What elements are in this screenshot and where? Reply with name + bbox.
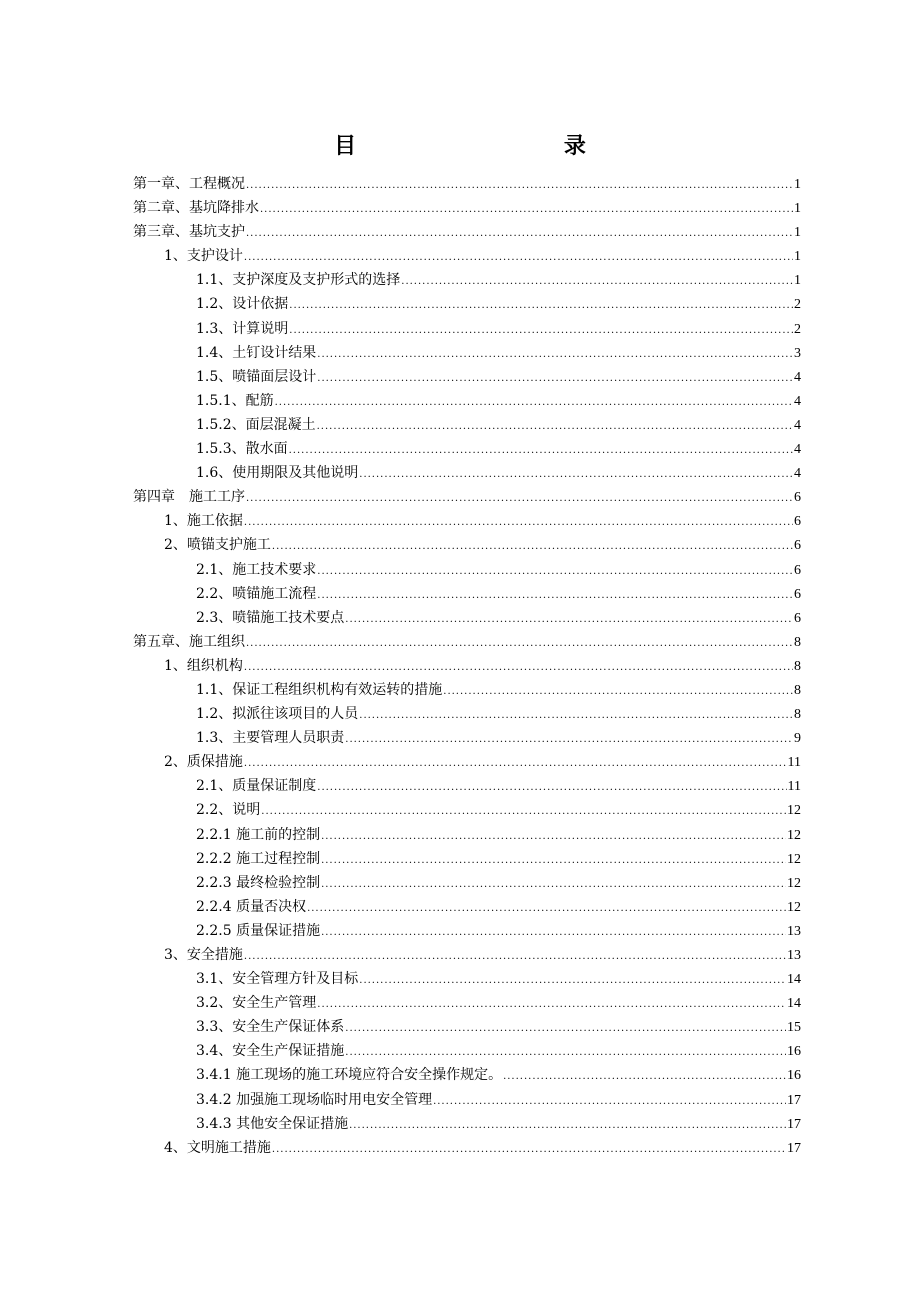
toc-entry[interactable] (133, 437, 801, 461)
dot-leader (345, 1041, 786, 1065)
dot-leader (244, 945, 786, 969)
toc-entry-page-number: 9 (794, 731, 801, 747)
dot-leader (345, 608, 793, 632)
toc-entry-label: 3.4.1 施工现场的施工环境应符合安全操作规定。 (196, 1067, 503, 1084)
toc-entry-page-number: 17 (787, 1092, 801, 1108)
toc-entry[interactable] (133, 1015, 801, 1039)
dot-leader (345, 1017, 786, 1041)
dot-leader (289, 439, 793, 463)
toc-entry[interactable] (133, 509, 801, 533)
toc-entry[interactable] (133, 774, 801, 798)
toc-entry-label: 2.2、喷锚施工流程 (196, 585, 317, 602)
toc-entry[interactable] (133, 919, 801, 943)
toc-entry-page-number: 4 (794, 369, 801, 385)
toc-entry-page-number: 4 (794, 393, 801, 409)
toc-entry-label: 2.3、喷锚施工技术要点 (196, 609, 345, 626)
toc-entry-label: 1.1、保证工程组织机构有效运转的措施 (196, 681, 443, 698)
toc-entry-label: 1.3、计算说明 (196, 320, 289, 337)
toc-entry-page-number: 16 (787, 1044, 801, 1060)
toc-entry-label: 2.1、施工技术要求 (196, 561, 317, 578)
toc-entry-page-number: 1 (794, 225, 801, 241)
toc-entry-page-number: 8 (794, 682, 801, 698)
toc-entry[interactable] (133, 1136, 801, 1160)
toc-entry-label: 3.4、安全生产保证措施 (196, 1043, 345, 1060)
toc-entry[interactable] (133, 798, 801, 822)
dot-leader (244, 752, 787, 776)
toc-entry-page-number: 6 (794, 562, 801, 578)
dot-leader (359, 969, 786, 993)
dot-leader (321, 849, 786, 873)
toc-entry-label: 第二章、基坑降排水 (133, 200, 259, 217)
toc-entry[interactable] (133, 413, 801, 437)
toc-entry[interactable] (133, 823, 801, 847)
toc-entry-label: 2.1、质量保证制度 (196, 778, 317, 795)
dot-leader (317, 343, 793, 367)
toc-entry-label: 2、质保措施 (164, 754, 243, 771)
toc-entry-page-number: 3 (794, 345, 801, 361)
toc-entry-page-number: 12 (787, 851, 801, 867)
toc-entry[interactable] (133, 654, 801, 678)
toc-entry-label: 1.5.2、面层混凝土 (196, 416, 316, 433)
dot-leader (503, 1065, 786, 1089)
toc-entry[interactable] (133, 558, 801, 582)
toc-entry[interactable] (133, 268, 801, 292)
dot-leader (317, 776, 786, 800)
dot-leader (244, 246, 793, 270)
dot-leader (246, 174, 793, 198)
toc-entry-label: 1.3、主要管理人员职责 (196, 730, 345, 747)
toc-entry-label: 2.2.3 最终检验控制 (196, 874, 321, 891)
toc-entry[interactable] (133, 847, 801, 871)
toc-entry-page-number: 8 (794, 634, 801, 650)
toc-entry-page-number: 12 (787, 899, 801, 915)
toc-entry[interactable] (133, 1088, 801, 1112)
toc-entry-label: 2.2.1 施工前的控制 (196, 826, 321, 843)
dot-leader (349, 1114, 786, 1138)
dot-leader (345, 728, 793, 752)
table-of-contents (133, 172, 801, 1160)
toc-entry-page-number: 12 (787, 827, 801, 843)
toc-entry-page-number: 15 (787, 1020, 801, 1036)
toc-entry-label: 1.4、土钉设计结果 (196, 344, 317, 361)
toc-entry-page-number: 6 (794, 538, 801, 554)
toc-entry-label: 2.2.5 质量保证措施 (196, 922, 321, 939)
dot-leader (359, 704, 793, 728)
toc-entry-page-number: 13 (787, 923, 801, 939)
dot-leader (246, 632, 793, 656)
toc-entry-label: 3、安全措施 (164, 947, 243, 963)
toc-entry-page-number: 8 (794, 707, 801, 723)
dot-leader (246, 487, 793, 511)
toc-entry-label: 1、支护设计 (164, 248, 243, 265)
toc-entry-label: 2、喷锚支护施工 (164, 537, 271, 554)
toc-entry-label: 3.1、安全管理方针及目标 (196, 971, 359, 988)
dot-leader (307, 897, 786, 921)
dot-leader (260, 198, 793, 222)
toc-entry-label: 第三章、基坑支护 (133, 224, 245, 241)
toc-entry-label: 2.2、说明 (196, 802, 261, 819)
toc-entry-label: 4、文明施工措施 (164, 1139, 271, 1156)
toc-entry-label: 1、组织机构 (164, 657, 243, 674)
toc-entry-page-number: 11 (787, 755, 801, 771)
toc-entry[interactable] (133, 220, 801, 244)
dot-leader (433, 1090, 786, 1114)
dot-leader (272, 1138, 786, 1162)
toc-entry-label: 1.2、拟派往该项目的人员 (196, 706, 359, 723)
dot-leader (317, 367, 793, 391)
toc-entry[interactable] (133, 317, 801, 341)
toc-entry-page-number: 1 (794, 201, 801, 217)
toc-entry[interactable] (133, 389, 801, 413)
toc-entry-page-number: 4 (794, 466, 801, 482)
toc-entry-label: 1.5、喷锚面层设计 (196, 368, 317, 385)
toc-entry-page-number: 14 (787, 996, 801, 1012)
toc-entry-label: 3.2、安全生产管理 (196, 995, 317, 1012)
toc-entry-label: 1.2、设计依据 (196, 296, 289, 313)
toc-entry-page-number: 16 (787, 1068, 801, 1084)
toc-entry-page-number: 1 (794, 249, 801, 265)
toc-entry-page-number: 8 (794, 658, 801, 674)
toc-entry[interactable] (133, 292, 801, 316)
dot-leader (244, 656, 793, 680)
toc-entry[interactable] (133, 967, 801, 991)
toc-entry[interactable] (133, 461, 801, 485)
toc-entry[interactable] (133, 1039, 801, 1063)
dot-leader (246, 222, 793, 246)
toc-entry[interactable] (133, 895, 801, 919)
toc-entry-page-number: 6 (794, 610, 801, 626)
toc-entry-label: 3.4.2 加强施工现场临时用电安全管理 (196, 1091, 433, 1108)
toc-entry[interactable] (133, 630, 801, 654)
toc-entry[interactable] (133, 1063, 801, 1087)
toc-entry-label: 1.6、使用期限及其他说明 (196, 465, 359, 482)
toc-entry-page-number: 4 (794, 417, 801, 433)
toc-entry[interactable] (133, 726, 801, 750)
toc-entry-label: 1.5.1、配筋 (196, 392, 274, 409)
toc-entry[interactable] (133, 196, 801, 220)
dot-leader (317, 560, 793, 584)
dot-leader (244, 511, 793, 535)
toc-entry[interactable] (133, 485, 801, 509)
toc-entry-page-number: 1 (794, 177, 801, 192)
toc-entry[interactable] (133, 1112, 801, 1136)
dot-leader (321, 921, 786, 945)
toc-entry[interactable] (133, 533, 801, 557)
toc-entry-label: 3.4.3 其他安全保证措施 (196, 1115, 349, 1132)
toc-entry[interactable] (133, 172, 801, 196)
toc-entry[interactable] (133, 606, 801, 630)
toc-entry-page-number: 12 (787, 803, 801, 819)
toc-entry-page-number: 2 (794, 321, 801, 337)
toc-entry-page-number: 6 (794, 490, 801, 506)
dot-leader (401, 270, 793, 294)
toc-entry[interactable] (133, 678, 801, 702)
toc-entry[interactable] (133, 365, 801, 389)
dot-leader (317, 415, 793, 439)
toc-entry-label: 2.2.2 施工过程控制 (196, 850, 321, 867)
toc-entry[interactable] (133, 871, 801, 895)
dot-leader (289, 319, 793, 343)
dot-leader (359, 463, 793, 487)
toc-entry[interactable] (133, 244, 801, 268)
toc-entry-label: 第五章、施工组织 (133, 633, 245, 650)
toc-entry-label: 1.1、支护深度及支护形式的选择 (196, 272, 401, 289)
dot-leader (321, 873, 786, 897)
dot-leader (261, 800, 786, 824)
toc-entry[interactable] (133, 943, 801, 967)
toc-entry-page-number: 6 (794, 514, 801, 530)
toc-entry-page-number: 17 (787, 1116, 801, 1132)
toc-entry-label: 第四章 施工工序 (133, 489, 245, 506)
toc-entry-page-number: 12 (787, 875, 801, 891)
toc-entry-page-number: 1 (794, 273, 801, 289)
toc-entry[interactable] (133, 991, 801, 1015)
toc-entry-page-number: 17 (787, 1140, 801, 1156)
dot-leader (321, 825, 786, 849)
dot-leader (317, 993, 786, 1017)
dot-leader (272, 535, 793, 559)
toc-entry-label: 2.2.4 质量否决权 (196, 898, 307, 915)
toc-entry[interactable] (133, 750, 801, 774)
page-title: 目 录 (334, 134, 686, 159)
toc-entry-page-number: 11 (787, 779, 801, 795)
toc-entry-page-number: 14 (787, 972, 801, 988)
toc-entry-page-number: 6 (794, 586, 801, 602)
toc-entry-page-number: 13 (787, 948, 801, 963)
dot-leader (289, 294, 793, 318)
toc-entry-page-number: 4 (794, 442, 801, 458)
dot-leader (275, 391, 793, 415)
toc-entry[interactable] (133, 341, 801, 365)
dot-leader (317, 584, 793, 608)
toc-entry[interactable] (133, 582, 801, 606)
toc-entry-page-number: 2 (794, 297, 801, 313)
toc-entry-label: 1.5.3、散水面 (196, 441, 288, 458)
toc-entry[interactable] (133, 702, 801, 726)
toc-entry-label: 第一章、工程概况 (133, 176, 245, 192)
dot-leader (443, 680, 793, 704)
toc-entry-label: 3.3、安全生产保证体系 (196, 1019, 345, 1036)
toc-entry-label: 1、施工依据 (164, 513, 243, 530)
